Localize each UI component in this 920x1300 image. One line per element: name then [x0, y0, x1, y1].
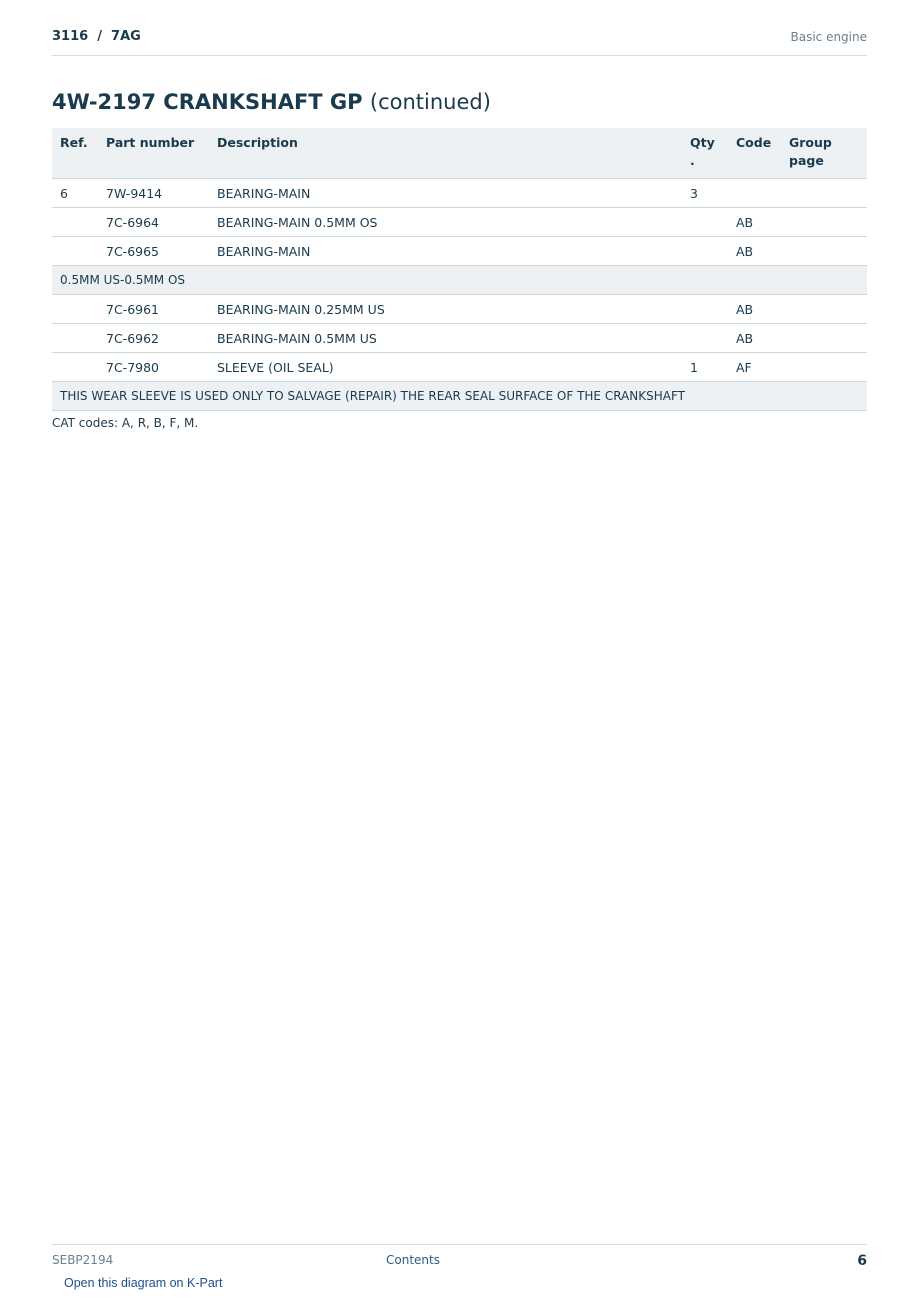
title-main: 4W-2197 CRANKSHAFT GP — [52, 90, 363, 114]
cell-part-number: 7W-9414 — [98, 179, 209, 208]
cell-description: BEARING-MAIN — [209, 179, 682, 208]
cell-qty — [682, 237, 728, 266]
table-header-row — [52, 128, 867, 179]
cell-group-page — [781, 295, 867, 324]
col-part-number: Part number — [98, 128, 209, 179]
table-note-row — [52, 382, 867, 411]
table-row — [52, 324, 867, 353]
cell-description: BEARING-MAIN — [209, 237, 682, 266]
page-footer — [52, 1244, 867, 1275]
parts-table — [52, 128, 867, 411]
cell-qty — [682, 324, 728, 353]
document-page — [52, 0, 867, 1300]
cell-ref — [52, 353, 98, 382]
cell-description: BEARING-MAIN 0.5MM OS — [209, 208, 682, 237]
table-note-row — [52, 266, 867, 295]
section-label: Basic engine — [790, 30, 867, 44]
cell-part-number: 7C-6965 — [98, 237, 209, 266]
contents-link[interactable]: Contents — [386, 1253, 440, 1267]
title-suffix: (continued) — [369, 90, 491, 114]
cell-group-page — [781, 353, 867, 382]
cell-qty: 1 — [682, 353, 728, 382]
cell-part-number: 7C-6962 — [98, 324, 209, 353]
cell-code: AF — [728, 353, 781, 382]
col-qty: Qty . — [682, 128, 728, 179]
cell-ref — [52, 208, 98, 237]
page-number: 6 — [857, 1253, 867, 1269]
cell-part-number: 7C-6961 — [98, 295, 209, 324]
col-code: Code — [728, 128, 781, 179]
col-description: Description — [209, 128, 682, 179]
cell-ref — [52, 295, 98, 324]
cell-description: SLEEVE (OIL SEAL) — [209, 353, 682, 382]
table-row — [52, 179, 867, 208]
cell-description: BEARING-MAIN 0.5MM US — [209, 324, 682, 353]
cell-group-page — [781, 208, 867, 237]
col-group-page: Group page — [781, 128, 867, 179]
page-title — [52, 90, 491, 114]
table-row — [52, 353, 867, 382]
cell-qty — [682, 208, 728, 237]
cell-code — [728, 179, 781, 208]
model-label: 3116 / 7AG — [52, 29, 141, 44]
page-header — [52, 28, 867, 56]
cell-part-number: 7C-6964 — [98, 208, 209, 237]
cell-ref — [52, 324, 98, 353]
cell-code: AB — [728, 295, 781, 324]
note-text: THIS WEAR SLEEVE IS USED ONLY TO SALVAGE (REPAIR) THE REAR SEAL SURFACE OF THE CRANKSHAFT — [52, 382, 867, 411]
table-row — [52, 295, 867, 324]
cell-group-page — [781, 179, 867, 208]
table-row — [52, 208, 867, 237]
cat-codes: CAT codes: A, R, B, F, M. — [52, 416, 199, 430]
cell-qty: 3 — [682, 179, 728, 208]
cell-part-number: 7C-7980 — [98, 353, 209, 382]
cell-qty — [682, 295, 728, 324]
document-id: SEBP2194 — [52, 1253, 114, 1267]
cell-ref: 6 — [52, 179, 98, 208]
cell-code: AB — [728, 237, 781, 266]
cell-ref — [52, 237, 98, 266]
cell-code: AB — [728, 208, 781, 237]
cell-group-page — [781, 237, 867, 266]
kpart-link[interactable]: Open this diagram on K-Part — [64, 1276, 223, 1290]
col-ref: Ref. — [52, 128, 98, 179]
table-row — [52, 237, 867, 266]
cell-code: AB — [728, 324, 781, 353]
cell-description: BEARING-MAIN 0.25MM US — [209, 295, 682, 324]
note-text: 0.5MM US-0.5MM OS — [52, 266, 867, 295]
cell-group-page — [781, 324, 867, 353]
